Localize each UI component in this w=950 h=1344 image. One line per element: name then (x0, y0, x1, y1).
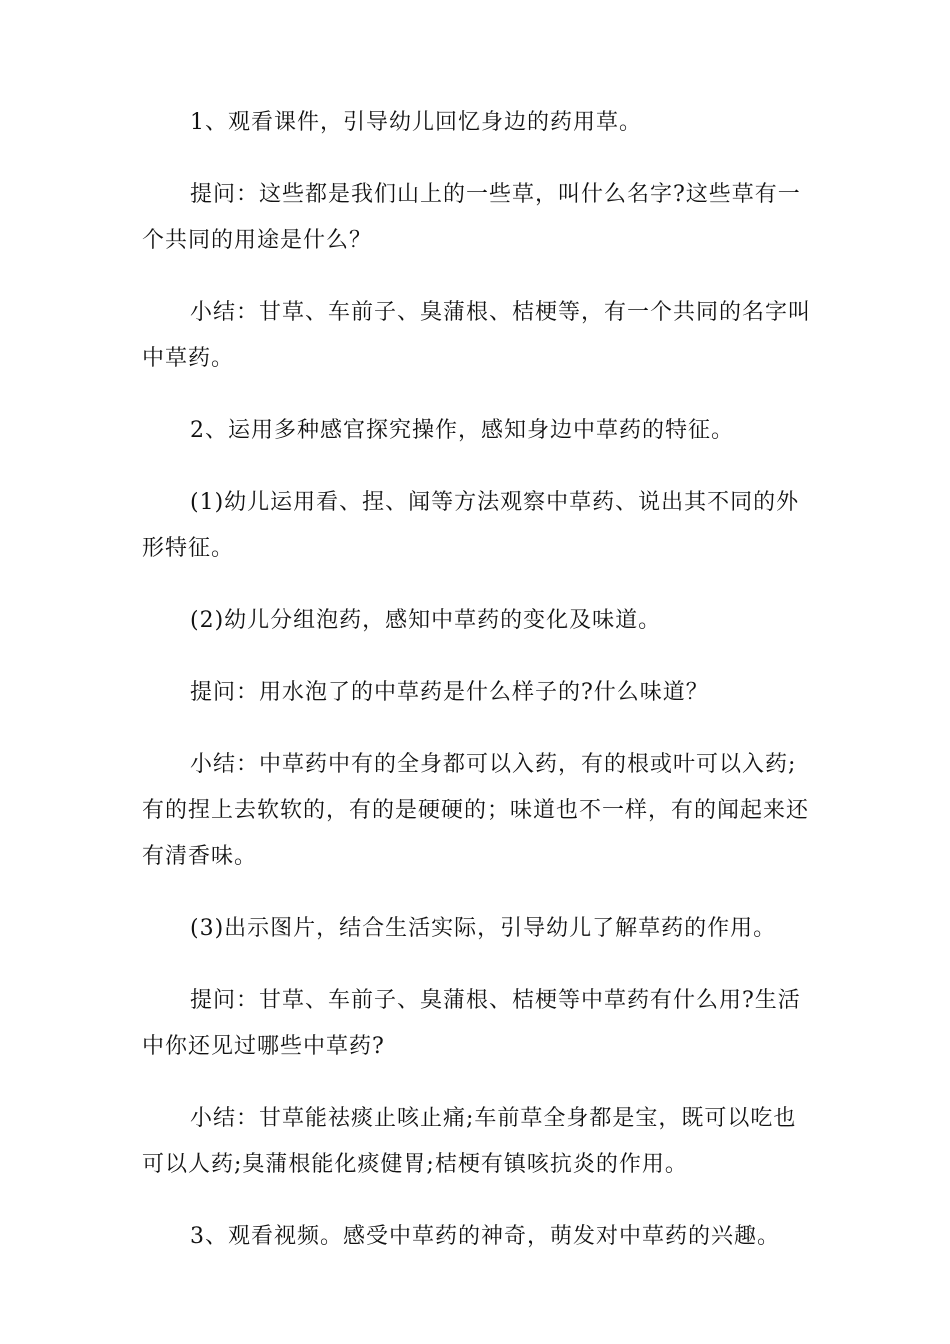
paragraph-question-2: 提问：用水泡了的中草药是什么样子的?什么味道？ (190, 680, 709, 705)
document-body (142, 100, 812, 1260)
paragraph-substep-2: (2)幼儿分组泡药，感知中草药的变化及味道。 (190, 608, 662, 633)
paragraph-summary-3: 小结：甘草能祛痰止咳止痛;车前草全身都是宝，既可以吃也可以人药;臭蒲根能化痰健胃;桔梗有镇咳抗炎的作用。 (142, 1106, 797, 1177)
paragraph-question-1: 提问：这些都是我们山上的一些草，叫什么名字?这些草有一个共同的用途是什么？ (142, 182, 801, 253)
paragraph-step-2: 2、运用多种感官探究操作，感知身边中草药的特征。 (190, 418, 734, 443)
paragraph-summary-2: 小结：中草药中有的全身都可以入药，有的根或叶可以入药;有的捏上去软软的，有的是硬硬的；味道也不一样，有的闻起来还有清香味。 (142, 752, 810, 869)
paragraph-step-3: 3、观看视频。感受中草药的神奇，萌发对中草药的兴趣。 (190, 1224, 780, 1249)
paragraph-step-1: 1、观看课件，引导幼儿回忆身边的药用草。 (190, 110, 642, 135)
paragraph-substep-1: (1)幼儿运用看、捏、闻等方法观察中草药、说出其不同的外形特征。 (142, 490, 800, 561)
paragraph-question-3: 提问：甘草、车前子、臭蒲根、桔梗等中草药有什么用?生活中你还见过哪些中草药? (142, 988, 801, 1059)
paragraph-summary-1: 小结：甘草、车前子、臭蒲根、桔梗等，有一个共同的名字叫中草药。 (142, 300, 812, 371)
paragraph-substep-3: (3)出示图片，结合生活实际，引导幼儿了解草药的作用。 (190, 916, 777, 941)
